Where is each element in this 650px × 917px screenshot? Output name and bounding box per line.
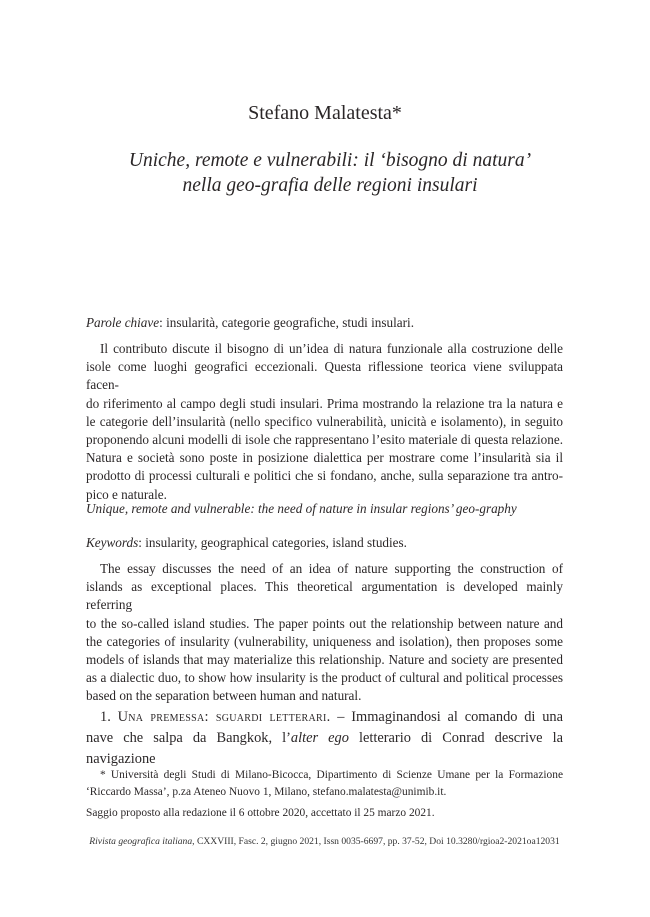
footnote-line-1: * Università degli Studi di Milano-Bicocca, Dipartimento di Scienze Umane per la Formazione (100, 769, 563, 781)
abstract-line: to the so-called island studies. The paper points out the relationship between nature and (86, 615, 563, 631)
footnote-line-2: ‘Riccardo Massa’, p.za Ateneo Nuovo 1, Milano, stefano.malatesta@unimib.it. (86, 785, 447, 798)
alter-ego-italic: alter ego (290, 730, 349, 746)
footnote (86, 767, 563, 822)
abstract-line: Il contributo discute il bisogno di un’idea di natura funzionale alla costruzione delle (100, 341, 563, 356)
keywords-label-it: Parole chiave (86, 315, 160, 330)
abstract-line: Natura e società sono poste in posizione dialettica per mostrare come l’insularità sia il (86, 450, 563, 466)
keywords-text-en: : insularity, geographical categories, island studies. (138, 535, 407, 550)
section-1 (86, 707, 563, 770)
abstract-line: proponendo alcuni modelli di isole che rappresentano l’esito materiale di questa relazione. (86, 432, 563, 448)
abstract-line: based on the separation between human and natural. (86, 688, 362, 704)
abstract-line: isole come luoghi geografici eccezionali. Questa riflessione teorica viene sviluppata facen- (86, 359, 563, 393)
abstract-line: prodotto di processi culturali e politici che si fondano, anche, sulla separazione tra antro- (86, 468, 563, 484)
italian-abstract (86, 340, 563, 504)
section-number: 1. (100, 709, 111, 725)
abstract-line: The essay discusses the need of an idea of nature supporting the construction of (100, 561, 563, 576)
section-1-line-1 (86, 707, 563, 728)
keywords-text-it: : insularità, categorie geografiche, studi insulari. (159, 315, 414, 330)
abstract-line: as a dialectic duo, to show how insularity is the product of cultural and political processes (86, 670, 563, 686)
abstract-line: islands as exceptional places. This theoretical argumentation is developed mainly referring (86, 579, 563, 613)
journal-name: Rivista geografica italiana (89, 836, 193, 847)
submission-note: Saggio proposto alla redazione il 6 ottobre 2020, accettato il 25 marzo 2021. (86, 807, 435, 819)
article-title-line-2: nella geo-grafia delle regioni insulari (182, 175, 478, 196)
abstract-line: models of islands that may materialize this relationship. Nature and society are presented (86, 652, 563, 668)
section-1-line-2: nave che salpa da Bangkok, l’alter ego letterario di Conrad descrive la navigazione (86, 730, 564, 767)
english-title: Unique, remote and vulnerable: the need of nature in insular regions’ geo-graphy (86, 501, 517, 516)
abstract-line: le categorie dell’insularità (nello specifico vulnerabilità, unicità e isolamento), in seguito (86, 413, 563, 429)
english-keywords (86, 534, 563, 552)
author-name: Stefano Malatesta* (248, 102, 402, 124)
journal-details: , CXXVIII, Fasc. 2, giugno 2021, Issn 0035-6697, pp. 37-52, Doi 10.3280/rgioa2-2021oa12031 (192, 836, 560, 847)
abstract-line: pico e naturale. (86, 486, 167, 502)
article-title-line-1: Uniche, remote e vulnerabili: il ‘bisogno di natura’ (128, 150, 532, 171)
section-heading: Una premessa: sguardi letterari. (117, 709, 331, 725)
abstract-line: the categories of insularity (vulnerability, uniqueness and isolation), then proposes some (86, 633, 563, 649)
english-abstract (86, 560, 563, 706)
journal-footer (86, 836, 563, 847)
italian-keywords (86, 314, 563, 332)
keywords-label-en: Keywords (86, 535, 139, 550)
article-title (90, 148, 570, 198)
abstract-line: do riferimento al campo degli studi insulari. Prima mostrando la relazione tra la natura e (86, 395, 563, 411)
section-text: – Immaginandosi al comando di una (337, 709, 563, 725)
